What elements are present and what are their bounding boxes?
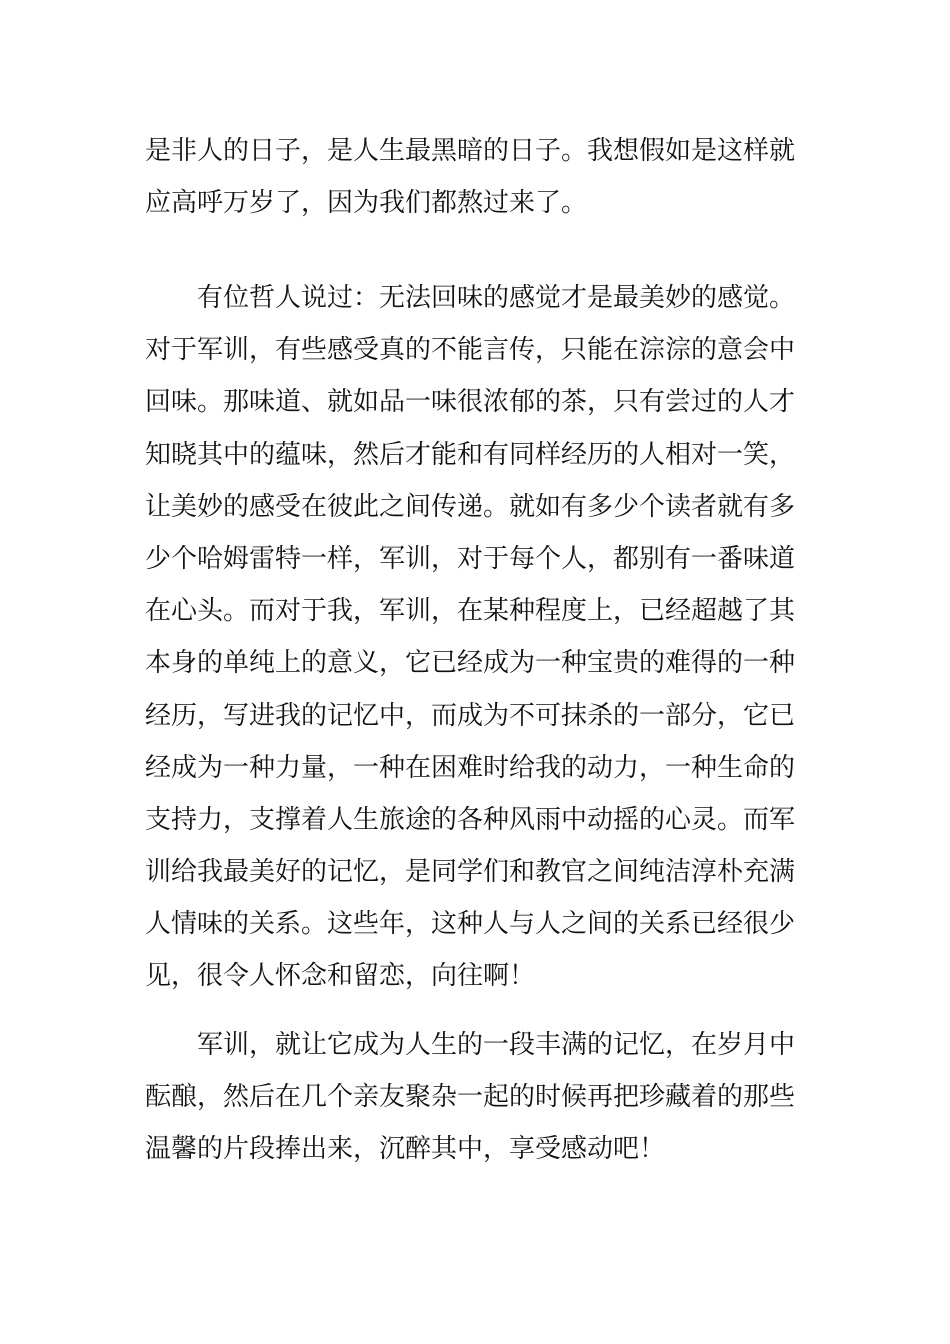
paragraph-line: 支持力，支撑着人生旅途的各种风雨中动摇的心灵。而军 — [145, 804, 796, 835]
paragraph-2 — [145, 272, 810, 1003]
paragraph-line: 有位哲人说过：无法回味的感觉才是最美妙的感觉。 — [197, 283, 796, 313]
paragraph-line: 见，很令人怀念和留恋，向往啊！ — [145, 961, 536, 992]
paragraph-line: 经成为一种力量，一种在困难时给我的动力，一种生命的 — [145, 752, 796, 783]
paragraph-line: 回味。那味道、就如品一味很浓郁的茶，只有尝过的人才 — [145, 387, 796, 418]
paragraph-line: 对于军训，有些感受真的不能言传，只能在淙淙的意会中 — [145, 335, 796, 366]
paragraph-line: 训给我最美好的记忆，是同学们和教官之间纯洁淳朴充满 — [145, 857, 796, 888]
paragraph-line: 经历，写进我的记忆中，而成为不可抹杀的一部分，它已 — [145, 700, 796, 731]
paragraph-line: 人情味的关系。这些年，这种人与人之间的关系已经很少 — [145, 909, 796, 940]
paragraph-line: 温馨的片段捧出来，沉醉其中，享受感动吧！ — [145, 1134, 666, 1165]
paragraph-line: 知晓其中的蕴味，然后才能和有同样经历的人相对一笑， — [145, 439, 796, 470]
paragraph-line: 在心头。而对于我，军训，在某种程度上，已经超越了其 — [145, 596, 796, 627]
paragraph-3 — [145, 1019, 810, 1176]
paragraph-line: 本身的单纯上的意义，它已经成为一种宝贵的难得的一种 — [145, 648, 796, 679]
paragraph-line: 酝酿，然后在几个亲友聚杂一起的时候再把珍藏着的那些 — [145, 1082, 796, 1113]
paragraph-line: 少个哈姆雷特一样，军训，对于每个人，都别有一番味道 — [145, 543, 796, 574]
paragraph-line: 应高呼万岁了，因为我们都熬过来了。 — [145, 188, 588, 219]
paragraph-1 — [145, 125, 810, 229]
paragraph-line: 让美妙的感受在彼此之间传递。就如有多少个读者就有多 — [145, 491, 796, 522]
paragraph-line: 军训，就让它成为人生的一段丰满的记忆，在岁月中 — [197, 1030, 796, 1060]
paragraph-line: 是非人的日子，是人生最黑暗的日子。我想假如是这样就 — [145, 136, 796, 166]
